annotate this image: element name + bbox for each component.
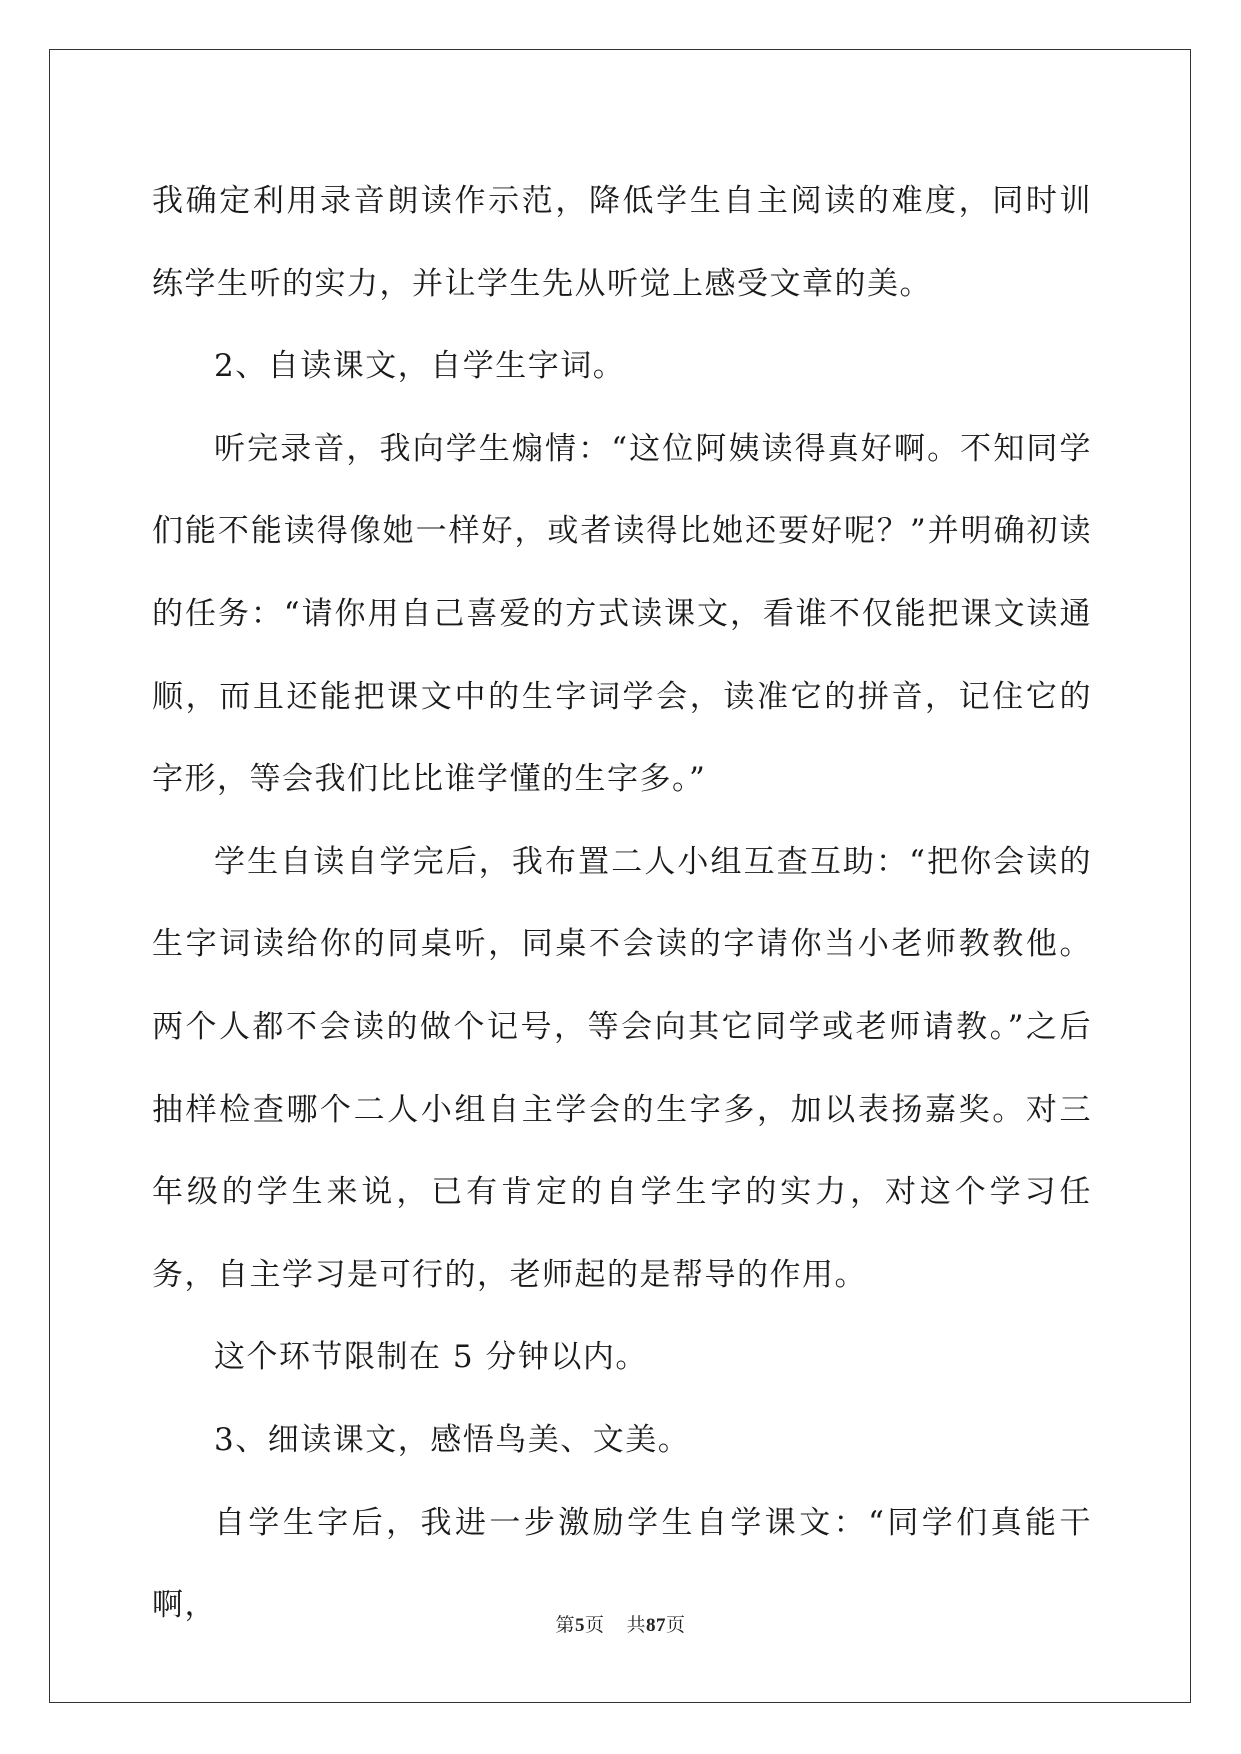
paragraph-3: 听完录音，我向学生煽情：“这位阿姨读得真好啊。不知同学们能不能读得像她一样好，或者读得比她还要好呢？”并明确初读的任务：“请你用自己喜爱的方式读课文，看谁不仅能把课文读通顺，而且还能把课文中的生字词学会，读准它的拼音，记住它的字形，等会我们比比谁学懂的生字多。” [152, 430, 1092, 798]
footer-prefix: 第 [555, 1614, 575, 1636]
paragraph-2: 2、自读课文，自学生字词。 [214, 348, 626, 385]
paragraph-1: 我确定利用录音朗读作示范，降低学生自主阅读的难度，同时训练学生听的实力，并让学生先从听觉上感受文章的美。 [152, 183, 1092, 302]
document-body [152, 160, 1092, 1647]
footer-total-unit: 页 [666, 1614, 686, 1636]
footer-page-unit: 页 [584, 1614, 605, 1636]
footer-page-number: 5 [574, 1615, 585, 1636]
paragraph-6: 3、细读课文，感悟鸟美、文美。 [214, 1421, 691, 1458]
paragraph-5: 这个环节限制在 5 分钟以内。 [214, 1339, 648, 1376]
paragraph-7: 自学生字后，我进一步激励学生自学课文：“同学们真能干啊， [152, 1504, 1092, 1624]
page-footer [0, 1610, 1241, 1637]
footer-total-pages: 87 [646, 1615, 667, 1636]
paragraph-4: 学生自读自学完后，我布置二人小组互查互助：“把你会读的生字词读给你的同桌听，同桌不会读的字请你当小老师教教他。两个人都不会读的做个记号，等会向其它同学或老师请教。”之后抽样检查哪个二人小组自主学会的生字多，加以表扬嘉奖。对三年级的学生来说，已有肯定的自学生字的实力，对这个学习任务，自主学习是可行的，老师起的是帮导的作用。 [152, 843, 1092, 1293]
footer-total-prefix: 共 [626, 1614, 647, 1636]
